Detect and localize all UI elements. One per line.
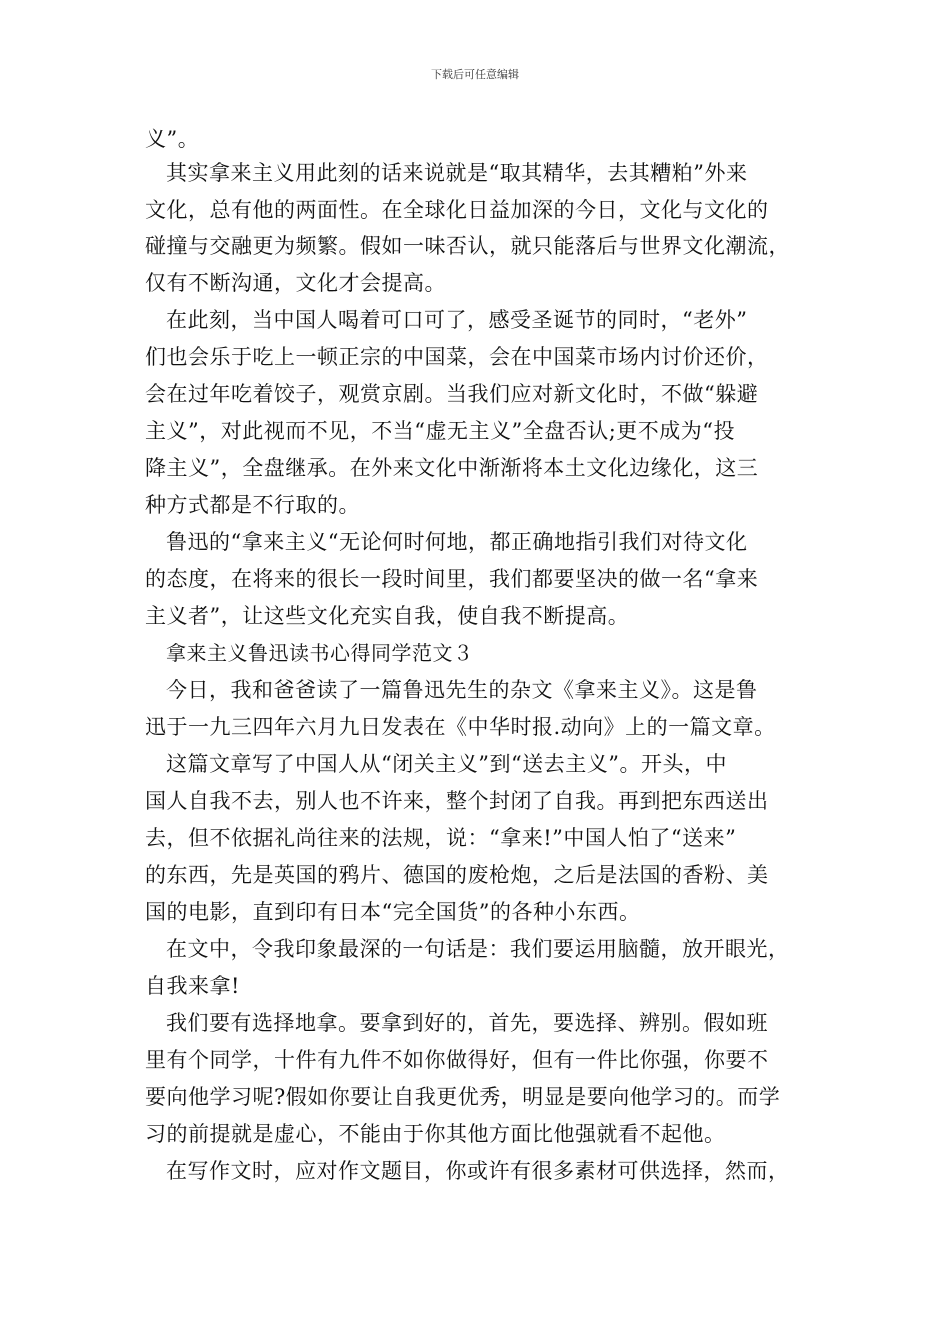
paragraph-start-line: 其实拿来主义用此刻的话来说就是“取其精华，去其糟粕”外来	[166, 161, 748, 185]
text-line: 们也会乐于吃上一顿正宗的中国菜，会在中国菜市场内讨价还价，	[145, 345, 769, 369]
text-line: 国的电影，直到印有日本“完全国货”的各种小东西。	[145, 900, 641, 924]
section-heading: 拿来主义鲁迅读书心得同学范文３	[166, 641, 474, 665]
text-line: 文化，总有他的两面性。在全球化日益加深的今日，文化与文化的	[145, 198, 769, 222]
page-header-note: 下载后可任意编辑	[431, 68, 519, 81]
text-line: 习的前提就是虚心，不能由于你其他方面比他强就看不起他。	[145, 1122, 726, 1146]
text-line: 迅于一九三四年六月九日发表在《中华时报.动向》上的一篇文章。	[145, 715, 776, 739]
paragraph-start-line: 在文中，令我印象最深的一句话是：我们要运用脑髓，放开眼光，	[166, 937, 790, 961]
text-line: 里有个同学，十件有九件不如你做得好，但有一件比你强，你要不	[145, 1048, 769, 1072]
text-line: 主义者”，让这些文化充实自我，使自我不断提高。	[145, 604, 630, 628]
paragraph-start-line: 在此刻，当中国人喝着可口可了，感受圣诞节的同时，“老外”	[166, 308, 748, 332]
text-line: 种方式都是不行取的。	[145, 493, 360, 517]
text-line: 仅有不断沟通，文化才会提高。	[145, 271, 446, 295]
text-line: 的东西，先是英国的鸦片、德国的废枪炮，之后是法国的香粉、美	[145, 863, 769, 887]
paragraph-start-line: 我们要有选择地拿。要拿到好的，首先，要选择、辨别。假如班	[166, 1011, 768, 1035]
text-line: 要向他学习呢?假如你要让自我更优秀，明显是要向他学习的。而学	[145, 1085, 781, 1109]
text-line: 自我来拿!	[145, 974, 240, 998]
text-line: 主义”，对此视而不见，不当“虚无主义”全盘否认;更不成为“投	[145, 419, 736, 443]
text-line: 的态度，在将来的很长一段时间里，我们都要坚决的做一名“拿来	[145, 567, 759, 591]
text-line: 碰撞与交融更为频繁。假如一味否认，就只能落后与世界文化潮流，	[145, 234, 790, 258]
paragraph-start-line: 这篇文章写了中国人从“闭关主义”到“送去主义”。开头，中	[166, 752, 727, 776]
text-line: 国人自我不去，别人也不许来，整个封闭了自我。再到把东西送出	[145, 789, 769, 813]
paragraph-start-line: 今日，我和爸爸读了一篇鲁迅先生的杂文《拿来主义》。这是鲁	[166, 678, 758, 702]
text-line: 会在过年吃着饺子，观赏京剧。当我们应对新文化时，不做“躲避	[145, 382, 759, 406]
paragraph-start-line: 鲁迅的“拿来主义“无论何时何地，都正确地指引我们对待文化	[166, 530, 748, 554]
text-line: 降主义”，全盘继承。在外来文化中渐渐将本土文化边缘化，这三	[145, 456, 759, 480]
text-line: 义”。	[145, 127, 200, 151]
paragraph-start-line: 在写作文时，应对作文题目，你或许有很多素材可供选择，然而，	[166, 1159, 790, 1183]
text-line: 去，但不依据礼尚往来的法规，说：“拿来!”中国人怕了“送来”	[145, 826, 737, 850]
